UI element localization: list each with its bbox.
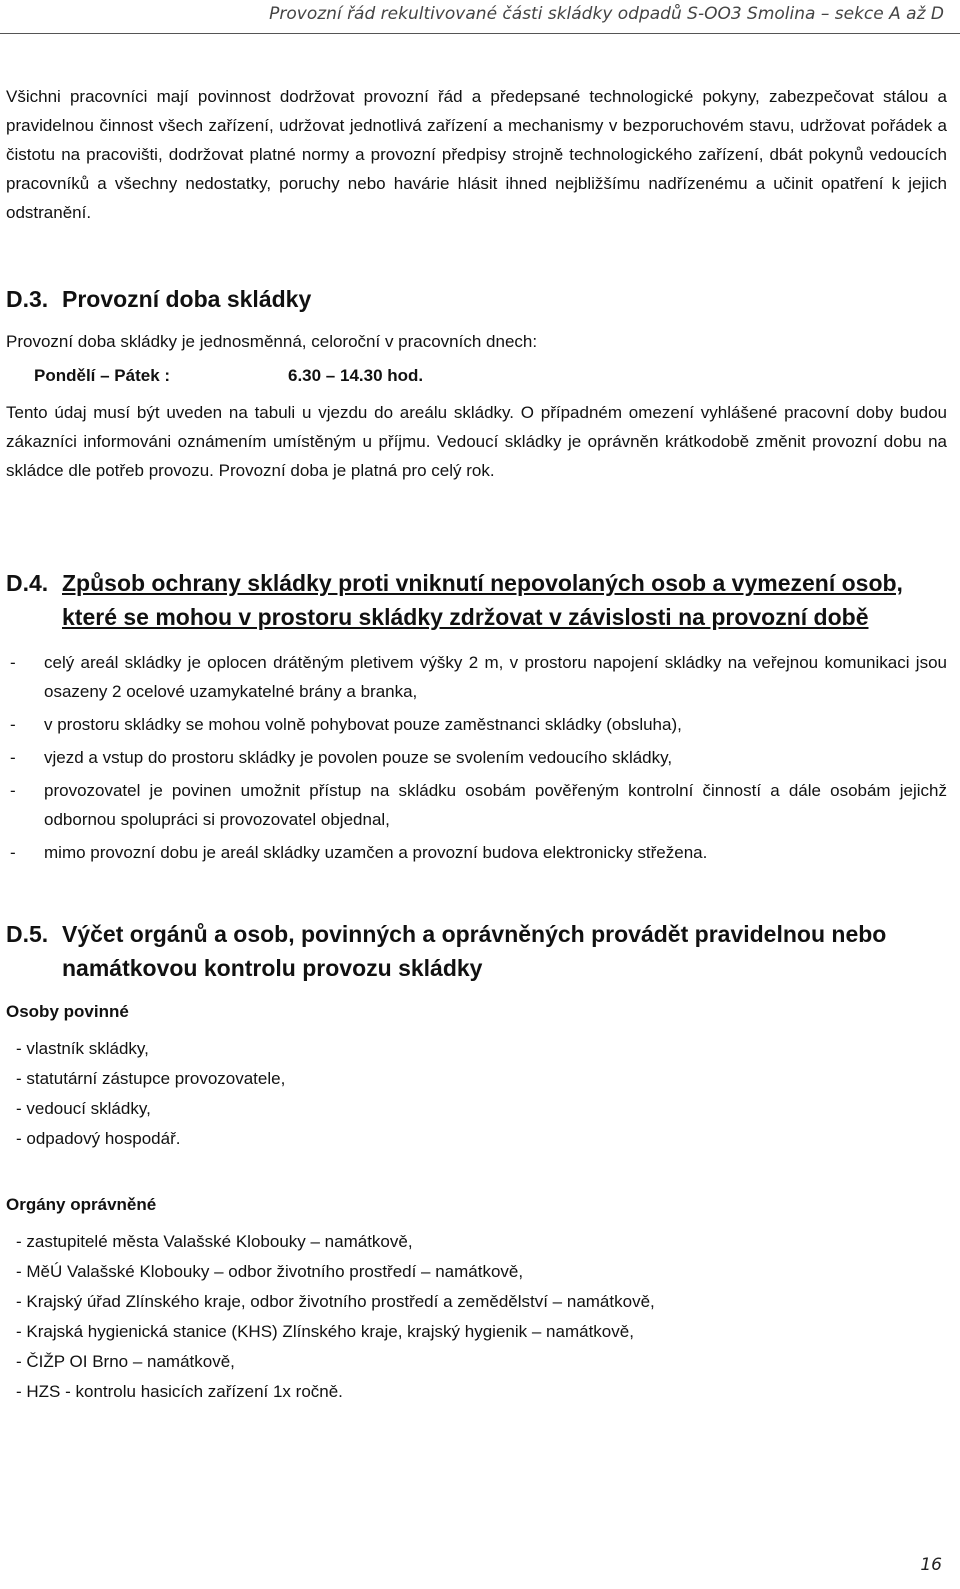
list-item: - celý areál skládky je oplocen drátěným pletivem výšky 2 m, v prostoru napojení skládky na veřejnou komunikaci jsou osazeny 2 ocelové uzamykatelné brány a branka, [6,648,947,706]
operating-time: 6.30 – 14.30 hod. [288,366,424,385]
persons-obliged-list [16,1034,285,1154]
section-number: D.3. [6,286,49,312]
section-d3-heading [6,282,947,316]
list-item: - provozovatel je povinen umožnit přístup na skládku osobám pověřeným kontrolní činností a dále osobám jejichž odbornou spolupráci si provozovatel objednal, [6,776,947,834]
section-title: Výčet orgánů a osob, povinných a oprávněných provádět pravidelnou nebo namátkovou kontrolu provozu skládky [62,921,887,981]
section-d3-paragraph: Tento údaj musí být uveden na tabuli u vjezdu do areálu skládky. O případném omezení vyhlášené pracovní doby budou zákazníci informováni oznámením umístěným u příjmu. Vedoucí skládky je oprávněn krátkodobě změnit provozní dobu na skládce dle potřeb provozu. Provozní doba je platná pro celý rok. [6,403,947,480]
list-item: - Krajský úřad Zlínského kraje, odbor životního prostředí a zemědělství – namátkově, [16,1292,655,1311]
intro-paragraph: Všichni pracovníci mají povinnost dodržovat provozní řád a předepsané technologické pokyny, zabezpečovat stálou a pravidelnou činnost všech zařízení, udržovat jednotlivá zařízení a mechanismy v bezporuchovém stavu, udržovat pořádek a čistotu na pracovišti, dodržovat platné normy a provozní předpisy strojně technologického zařízení, dbát pokynů vedoucích pracovníků a všechny nedostatky, poruchy nebo havárie hlásit ihned nejbližšímu nadřízenému a učinit opatření k jejich odstranění. [6,87,947,222]
section-number: D.4. [6,570,49,596]
persons-obliged-heading: Osoby povinné [6,1002,129,1021]
section-d5-heading [6,917,947,985]
list-item: - statutární zástupce provozovatele, [16,1069,286,1088]
list-item: - vedoucí skládky, [16,1099,151,1118]
section-title: Způsob ochrany skládky proti vniknutí nepovolaných osob a vymezení osob, které se mohou v prostoru skládky zdržovat v závislosti na provozní době [62,570,903,630]
list-item: - ČIŽP OI Brno – namátkově, [16,1352,235,1371]
list-item: - HZS - kontrolu hasicích zařízení 1x ročně. [16,1382,343,1401]
running-header: Provozní řád rekultivované části skládky odpadů S-OO3 Smolina – sekce A až D [269,4,944,24]
list-item: - Krajská hygienická stanice (KHS) Zlínského kraje, krajský hygienik – namátkově, [16,1322,634,1341]
section-d4-heading [6,566,947,634]
list-item: - mimo provozní dobu je areál skládky uzamčen a provozní budova elektronicky střežena. [6,838,947,867]
section-d3-lead: Provozní doba skládky je jednosměnná, celoroční v pracovních dnech: [6,332,538,351]
authorized-bodies-list [16,1227,655,1407]
list-item: - v prostoru skládky se mohou volně pohybovat pouze zaměstnanci skládky (obsluha), [6,710,947,739]
list-item: - vjezd a vstup do prostoru skládky je povolen pouze se svolením vedoucího skládky, [6,743,947,772]
operating-days: Pondělí – Pátek : [34,366,171,385]
authorized-bodies-heading: Orgány oprávněné [6,1195,157,1214]
section-number: D.5. [6,921,49,947]
header-rule [0,33,960,34]
list-item: - odpadový hospodář. [16,1129,181,1148]
operating-hours [34,366,423,386]
section-d4-list [6,648,947,871]
list-item: - zastupitelé města Valašské Klobouky – namátkově, [16,1232,413,1251]
section-title: Provozní doba skládky [62,286,312,312]
list-item: - vlastník skládky, [16,1039,149,1058]
list-item: - MěÚ Valašské Klobouky – odbor životního prostředí – namátkově, [16,1262,524,1281]
page-number: 16 [920,1555,942,1575]
